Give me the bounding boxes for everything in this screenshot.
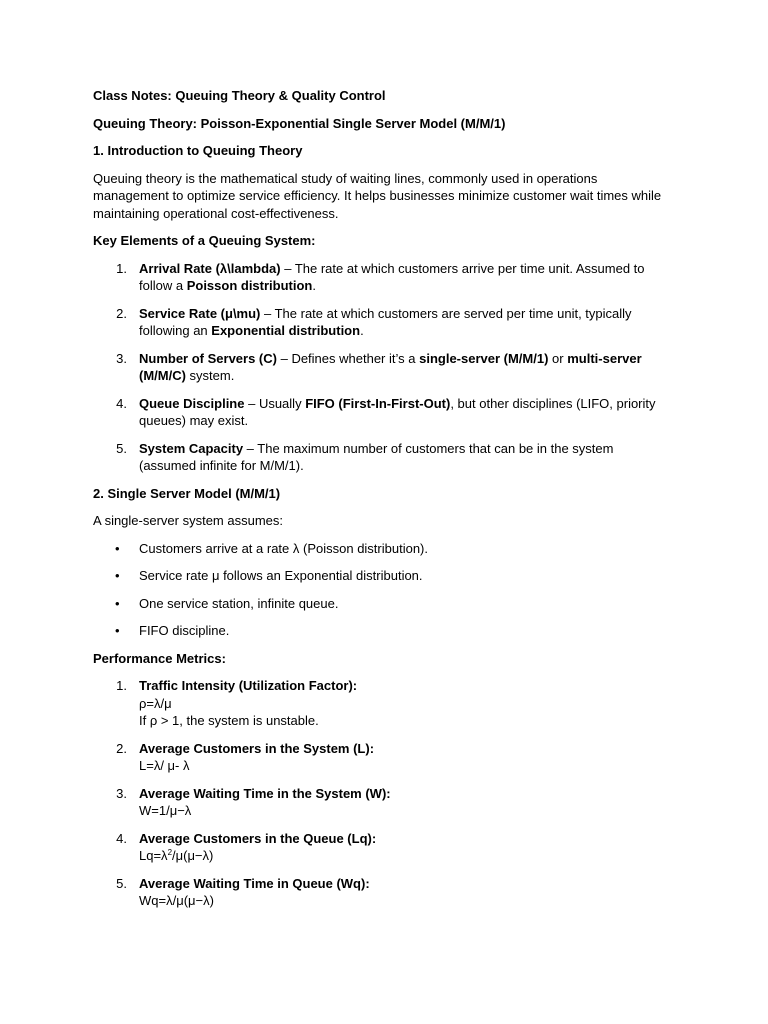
metric-formula: ρ=λ/μ [139, 695, 172, 711]
document-title: Class Notes: Queuing Theory & Quality Control [93, 88, 386, 103]
bullet-icon: • [115, 595, 120, 611]
bullet-icon: • [115, 568, 120, 583]
list-item [93, 875, 673, 910]
element-term: Arrival Rate (λ\lambda) [139, 260, 281, 276]
element-term: Number of Servers (C) [139, 350, 277, 366]
metric-name: Average Waiting Time in the System (W): [139, 785, 391, 801]
list-number: 5. [116, 875, 127, 891]
list-item: • Customers arrive at a rate λ (Poisson distribution). [115, 540, 428, 556]
list-item [93, 740, 673, 775]
key-elements-list [93, 260, 673, 475]
list-number: 5. [116, 440, 127, 456]
list-number: 3. [116, 785, 127, 801]
list-number: 3. [116, 350, 127, 366]
metric-formula: $Lq=\lambda^2/\mu(\mu-\lambda)$ [139, 848, 214, 863]
element-term: Queue Discipline [139, 395, 245, 411]
list-item: 1. Arrival Rate (λ\lambda) – The rate at which customers arrive per time unit. Assumed to follow a Poisson distribution. [93, 260, 673, 295]
element-term: Service Rate (μ\mu) [139, 305, 261, 321]
document-subtitle: Queuing Theory: Poisson-Exponential Single Server Model (M/M/1) [93, 115, 506, 131]
section-1-heading: 1. Introduction to Queuing Theory [93, 143, 303, 158]
list-item: 5. System Capacity – The maximum number of customers that can be in the system (assumed infinite for M/M/1). [93, 440, 673, 475]
list-item: • FIFO discipline. [115, 623, 230, 638]
list-item: • Service rate μ follows an Exponential distribution. [115, 568, 423, 583]
list-number: 2. [116, 740, 127, 756]
metric-formula: W=1/μ−λ [139, 803, 192, 818]
metric-name: Average Customers in the System (L): [139, 740, 375, 756]
performance-metrics-heading: Performance Metrics: [93, 650, 226, 666]
bullet-icon: • [115, 540, 120, 556]
metric-name: Average Customers in the Queue (Lq): [139, 830, 377, 846]
list-item: • One service station, infinite queue. [115, 595, 339, 611]
list-number: 1. [116, 678, 127, 693]
list-number: 1. [116, 260, 127, 276]
list-item: 2. Service Rate (μ\mu) – The rate at which customers are served per time unit, typically following an Exponential distribution. [93, 305, 673, 340]
list-item: 4. Queue Discipline – Usually FIFO (First-In-First-Out), but other disciplines (LIFO, priority queues) may exist. [93, 395, 673, 430]
section-2-heading: 2. Single Server Model (M/M/1) [93, 485, 281, 501]
document-page [93, 87, 673, 920]
assumptions-list [93, 540, 673, 640]
metric-formula: Wq=λ/μ(μ−λ) [139, 893, 214, 908]
list-item: 3. Number of Servers (C) – Defines whether it’s a single-server (M/M/1) or multi-server (M/M/C) system. [93, 350, 673, 385]
section-1-paragraph: Queuing theory is the mathematical study of waiting lines, commonly used in operations management to optimize service efficiency. It helps businesses minimize customer wait times while maintaining operational cost-effectiveness. [93, 170, 662, 221]
bullet-icon: • [115, 623, 120, 638]
list-number: 4. [116, 830, 127, 846]
list-number: 4. [116, 395, 127, 411]
metric-name: Average Waiting Time in Queue (Wq): [139, 875, 370, 891]
list-item [93, 785, 673, 820]
metric-note: If ρ > 1, the system is unstable. [139, 713, 319, 728]
metrics-list [93, 677, 673, 910]
metric-formula: L=λ/ μ- λ [139, 758, 190, 773]
element-term: System Capacity [139, 440, 244, 456]
section-2-intro: A single-server system assumes: [93, 513, 284, 528]
list-item [93, 830, 673, 865]
list-number: 2. [116, 305, 127, 321]
metric-name: Traffic Intensity (Utilization Factor): [139, 678, 358, 693]
key-elements-heading: Key Elements of a Queuing System: [93, 233, 316, 248]
list-item [93, 677, 673, 730]
